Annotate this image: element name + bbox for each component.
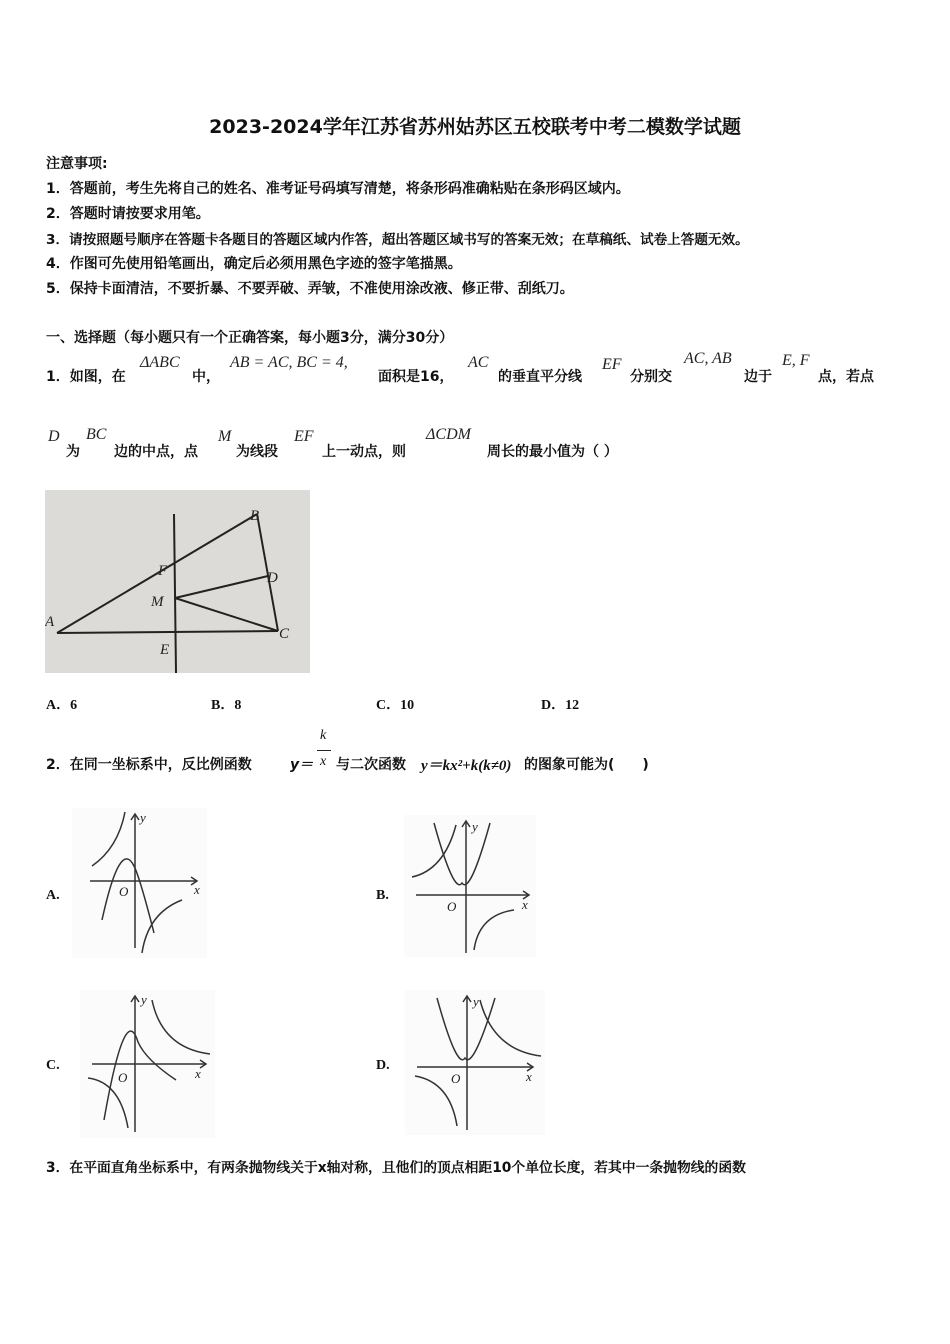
q1-math: ΔABC [140,354,180,371]
q1-math: ΔCDM [426,426,471,443]
q1-text: 1．如图，在 [46,369,126,385]
label-m: M [151,594,164,610]
q1-option-a[interactable]: A．6 [46,698,78,713]
axis-y-label: y [140,810,146,825]
notice-item: 1．答题前，考生先将自己的姓名、准考证号码填写清楚，将条形码准确粘贴在条形码区域内。 [46,181,630,197]
axis-y-label: y [472,819,478,834]
notice-item: 2．答题时请按要求用笔。 [46,206,210,222]
label-d: D [267,570,278,586]
q1-math: AC [468,354,489,371]
axis-x-label: x [194,882,200,897]
axis-y-label: y [141,992,147,1007]
q1-math: BC [86,426,107,443]
origin-label: O [118,1070,128,1085]
q2-frac-den: x [320,754,327,769]
q1-text: 边于 [744,369,772,385]
q2-graph-b[interactable] [404,815,536,957]
q1-math: E, F [782,352,810,369]
fraction-bar [317,750,331,751]
q1-text: 为线段 [236,444,278,460]
q1-triangle-figure [45,490,310,673]
q1-math: AB = AC, BC = 4, [230,354,348,371]
notice-item: 4．作图可先使用铅笔画出，确定后必须用黑色字迹的签字笔描黑。 [46,256,462,272]
label-e: E [160,642,170,658]
q1-option-c[interactable]: C．10 [376,698,415,713]
q2-text: 的图象可能为( ) [524,757,649,773]
q1-math: EF [602,356,622,373]
q1-text: 为 [66,444,80,460]
q2-graph-d[interactable] [405,990,545,1135]
q2-option-b[interactable]: B. [376,888,389,903]
axis-x-label: x [195,1066,201,1081]
q1-text: 的垂直平分线 [498,369,582,385]
q3-text: 3．在平面直角坐标系中，有两条抛物线关于x轴对称，且他们的顶点相距10个单位长度，若其中一条抛物线的函数 [46,1160,746,1176]
q1-text: 边的中点，点 [114,444,198,460]
axis-x-label: x [522,897,528,912]
q2-text: 与二次函数 [336,757,406,773]
q1-math: M [218,428,232,445]
q2-option-c[interactable]: C. [46,1058,60,1073]
origin-label: O [451,1071,461,1086]
q1-text: 上一动点，则 [322,444,406,460]
q2-text: 2．在同一坐标系中，反比例函数 [46,757,252,773]
origin-label: O [447,899,457,914]
q1-text: 中， [192,369,220,385]
axis-x-label: x [526,1069,532,1084]
q2-graph-c[interactable] [80,990,215,1138]
q1-text: 点，若点 [818,369,874,385]
label-b: B [250,508,260,524]
section-heading: 一、选择题（每小题只有一个正确答案，每小题3分，满分30分） [46,330,454,346]
q2-graph-a[interactable] [72,808,207,958]
q1-math: EF [294,428,314,445]
label-f: F [158,563,168,579]
page-title: 2023-2024学年江苏省苏州姑苏区五校联考中考二模数学试题 [209,116,741,138]
q2-math: y＝ [290,757,314,773]
q2-frac-num: k [320,728,327,743]
q1-option-b[interactable]: B．8 [211,698,242,713]
notice-heading: 注意事项: [46,156,108,172]
q1-text: 面积是16， [378,369,454,385]
q1-math: AC, AB [684,350,732,367]
notice-item: 5．保持卡面清洁，不要折暴、不要弄破、弄皱，不准使用涂改液、修正带、刮纸刀。 [46,281,574,297]
label-a: A [45,614,55,630]
q1-text: 分别交 [630,369,672,385]
label-c: C [279,626,290,642]
q1-text: 周长的最小值为（ ） [487,444,618,460]
q2-option-a[interactable]: A. [46,888,60,903]
q1-math: D [48,428,60,445]
q2-math: y＝kx²+k(k≠0) [421,758,512,774]
origin-label: O [119,884,129,899]
q1-option-d[interactable]: D．12 [541,698,580,713]
q2-option-d[interactable]: D. [376,1058,390,1073]
notice-item: 3．请按照题号顺序在答题卡各题目的答题区域内作答，超出答题区域书写的答案无效；在草稿纸、试卷上答题无效。 [46,232,749,248]
axis-y-label: y [473,994,479,1009]
